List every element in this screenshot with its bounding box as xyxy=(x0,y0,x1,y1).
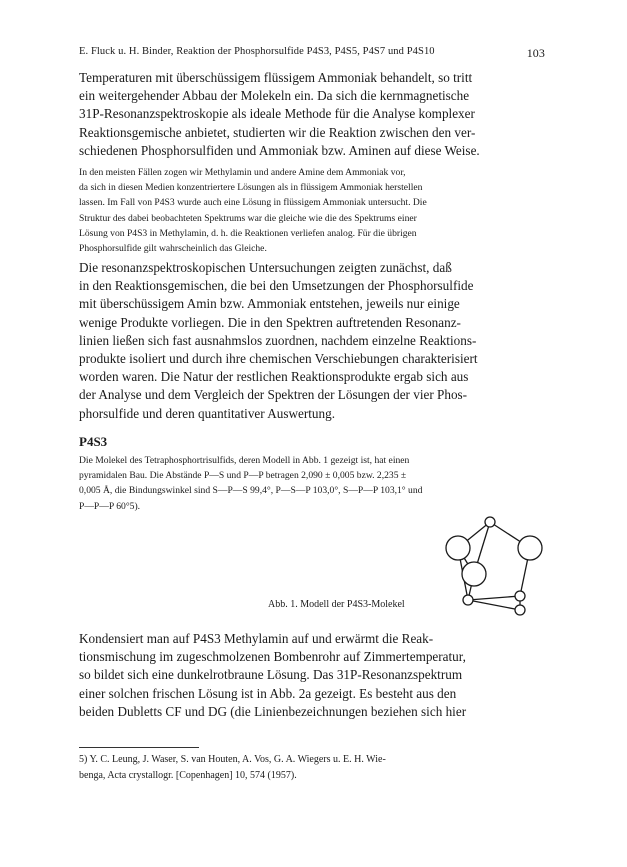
paragraph-2 xyxy=(79,259,545,423)
note-1 xyxy=(79,165,545,256)
text-line: Reaktionsgemische anbietet, studierten wir die Reaktion zwischen den ver- xyxy=(79,124,476,140)
text-line: pyramidalen Bau. Die Abstände P—S und P—P betragen 2,090 ± 0,005 bzw. 2,235 ± xyxy=(79,470,407,482)
text-line: Die Molekel des Tetraphosphortrisulfids, deren Modell in Abb. 1 gezeigt ist, hat einen xyxy=(79,455,410,466)
molecule-diagram xyxy=(430,512,580,622)
text-line: so bildet sich eine dunkelrotbraune Lösung. Das 31P-Resonanzspektrum xyxy=(79,667,463,683)
text-line: schiedenen Phosphorsulfiden und Ammoniak bzw. Aminen auf diese Weise. xyxy=(79,142,480,158)
text-line: Temperaturen mit überschüssigem flüssigem Ammoniak behandelt, so tritt xyxy=(79,70,473,85)
text-line: Lösung von P4S3 in Methylamin, d. h. die Reaktionen verliefen analog. Für die übrigen xyxy=(79,227,417,239)
text-line: Struktur des dabei beobachteten Spektrums war die gleiche wie die des Spektrums einer xyxy=(79,212,417,224)
phosphorus-atom xyxy=(485,517,495,527)
text-line: produkte isoliert und durch ihre chemischen Verschiebungen charakterisiert xyxy=(79,351,478,367)
sulfur-atom xyxy=(446,536,470,560)
sulfur-atom xyxy=(462,562,486,586)
section-heading: P4S3 xyxy=(79,434,108,449)
running-head xyxy=(79,46,545,60)
text-line: 0,005 Å, die Bindungswinkel sind S—P—S 99,4°, P—S—P 103,0°, S—P—P 103,1° und xyxy=(79,485,423,497)
text-line: P—P—P 60°5). xyxy=(79,500,141,512)
note-2 xyxy=(79,453,545,514)
text-line: In den meisten Fällen zogen wir Methylamin und andere Amine dem Ammoniak vor, xyxy=(79,167,406,178)
page-number: 103 xyxy=(526,46,545,60)
figure-caption: Abb. 1. Modell der P4S3-Molekel xyxy=(268,599,405,610)
footnote xyxy=(79,752,545,784)
sulfur-atom xyxy=(518,536,542,560)
phosphorus-atom xyxy=(463,595,473,605)
text-line: tionsmischung im zugeschmolzenen Bombenrohr auf Zimmertemperatur, xyxy=(79,649,466,665)
footnote-divider xyxy=(79,747,199,748)
text-line: ein weitergehender Abbau der Molekeln ein. Da sich die kernmagnetische xyxy=(79,88,470,104)
phosphorus-atom xyxy=(515,605,525,615)
text-line: lassen. Im Fall von P4S3 wurde auch eine Lösung in flüssigem Ammoniak untersucht. Die xyxy=(79,197,427,209)
text-line: 31P-Resonanzspektroskopie als ideale Methode für die Analyse komplexer xyxy=(79,106,475,122)
paragraph-3 xyxy=(79,630,545,721)
paragraph-1 xyxy=(79,69,545,160)
text-line: da sich in diesen Medien konzentriertere Lösungen als in flüssigem Ammoniak herstellen xyxy=(79,182,423,194)
text-line: in den Reaktionsgemischen, die bei den Umsetzungen der Phosphorsulfide xyxy=(79,278,474,294)
phosphorus-atom xyxy=(515,591,525,601)
text-line: worden waren. Die Natur der restlichen Reaktionsprodukte ergab sich aus xyxy=(79,369,469,385)
text-line: Kondensiert man auf P4S3 Methylamin auf und erwärmt die Reak- xyxy=(79,631,434,646)
text-line: 5) Y. C. Leung, J. Waser, S. van Houten, A. Vos, G. A. Wiegers u. E. H. Wie- xyxy=(79,754,386,765)
text-line: linien ließen sich fast ausnahmslos zuordnen, nachdem einzelne Reaktions- xyxy=(79,332,477,348)
text-line: beiden Dubletts CF und DG (die Linienbezeichnungen beziehen sich hier xyxy=(79,703,467,719)
text-line: wenige Produkte vorliegen. Die in den Spektren auftretenden Resonanz- xyxy=(79,314,461,330)
running-head-text: E. Fluck u. H. Binder, Reaktion der Phosphorsulfide P4S3, P4S5, P4S7 und P4S10 xyxy=(79,46,435,57)
text-line: benga, Acta crystallogr. [Copenhagen] 10, 574 (1957). xyxy=(79,770,297,781)
text-line: phorsulfide und deren quantitativer Auswertung. xyxy=(79,405,335,421)
text-line: Phosphorsulfide gilt wahrscheinlich das Gleiche. xyxy=(79,243,267,255)
text-line: mit überschüssigem Amin bzw. Ammoniak entstehen, jeweils nur einige xyxy=(79,296,460,312)
text-line: der Analyse und dem Vergleich der Spektren der Lösungen der vier Phos- xyxy=(79,387,468,403)
text-line: einer solchen frischen Lösung ist in Abb. 2a gezeigt. Es besteht aus den xyxy=(79,685,457,701)
text-line: Die resonanzspektroskopischen Untersuchungen zeigten zunächst, daß xyxy=(79,260,452,275)
